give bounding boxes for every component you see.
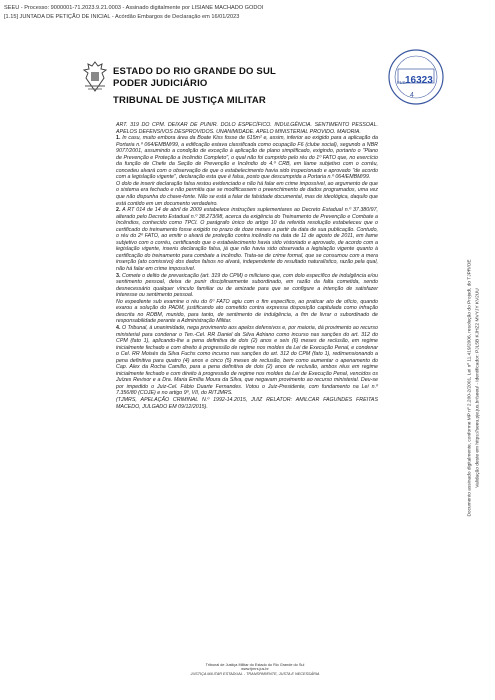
paragraph-2: 2. A RT 014 de 14 de abril de 2009 estabelece instruções suplementares ao Decreto Estadual n.º 37.380/97, alterado pelo Decreto Estadual n.º 38.273/98, acerca da exigência do Treinamento de Prevenção e Combate a Incêndios, conhecido como TPCI. O parágrafo único do artigo 10 da referida resolução estabeleceu que o certificado do treinamento fosse exigido no prazo de doze meses a partir da data de sua publicação. Contudo, o réu do 2º FATO, ao emitir o alvará de proteção contra incêndio na data de 11 de agosto de 2011, em liame subjetivo com o corréu, certificando que o estabelecimento havia sido vistoriado e aprovado, de acordo com a legislação vigente, inseriu declaração falsa, já que não havia sido observada a legislação vigente quanto à certificação do treinamento para combate a incêndio. Trata-se de crime formal, que se consumou com a mera inserção (ato comissivo) dos dados falsos no alvará, independente do resultado naturalístico, razão pela qual, não há falar em crime impossível. (116, 207, 378, 273)
ementa-heading: ART. 319 DO CPM. DEIXAR DE PUNIR. DOLO ESPECÍFICO. INDULGÊNCIA. SENTIMENTO PESSOAL. APELOS DEFENSIVOS DESPROVIDOS. UNANIMIDADE. APELO MINISTERIAL PROVIDO. MAIORIA. (116, 122, 378, 135)
paragraph-3: 3. Comete o delito de prevaricação (art. 319 do CPM) o miliciano que, com dolo específico de indulgência e/ou sentimento pessoal, deixa de punir disciplinarmente subordinado, em razão da falta cometida, sendo desnecessário qualquer vínculo familiar ou de amizade para que se configure a intenção de satisfazer interesse ou sentimento pessoal. (116, 272, 378, 299)
coat-of-arms-icon (80, 60, 110, 94)
stamp-sheet: 4 (410, 92, 414, 99)
footer-motto: JUSTIÇA MILITAR ESTADUAL - TRANSPARENTE, JUSTA E NECESSÁRIA (190, 672, 320, 676)
footer-court-name: Tribunal de Justiça Militar do Estado do Rio Grande do Sul (205, 663, 305, 667)
side-text-3 (482, 108, 490, 668)
paragraph-1b: O dolo de inserir declaração falsa restou evidenciado e não há falar em crime impossível, ao argumento de que o sistema era fechado e não permitia que se modificassem o preenchimento de dados programados, uma vez que não dispunha do chave-fonte. Não se está a falar de falsidade documental, mas de ideológica, daquilo que está contido em um documento verdadeiro. (116, 180, 378, 207)
paragraph-1: 1. In casu, muito embora área da Boate Kiss fosse de 615m² e, assim, inferior ao exigido para a aplicação da Portaria n.º 064/EMBM/99, a edificação estava classificada como ocupação F6 (clube social), segundo a NBR 9077/2001, assumindo a condição de exceção à aplicação de plano simplificado, exigindo, portanto o "Plano de Prevenção e Proteção a Incêndio Completo", o qual não foi cumprido pelo réu do 1º FATO que, no exercício da função de Chefe da Seção de Prevenção e Incêndio do 4.º CRB, em liame subjetivo com o corréu, concedeu alvará com o observação de que o estabelecimento havia sido inspecionado e aprovado "de acordo com a legislação vigente", declaração esta que é falsa, posto que descumprida a Portaria n.º 064/EMBM/99. (116, 135, 378, 181)
paragraph-4: 4. O Tribunal, à unanimidade, nega provimento aos apelos defensivos e, por maioria, dá provimento ao recurso ministerial para condenar o Ten.-Cel. RR Daniel da Silva Adriano como incurso nas sanções do art. 312 do CPM (fato 1), aplicando-lhe a pena definitiva de dois (2) anos e seis (6) meses de reclusão, em regime inicialmente fechado e com direito à progressão de regime nos moldes da Lei de Execução Penal, e condenar o Cel. RR Moisés da Silva Fuchs como incurso nas sanções do art. 312 do CPM (fato 1), redimensionando a pena definitiva para quatro (4) anos e cinco (5) meses de reclusão, bem como aumentar o apenamento do Cap. Alex da Rocha Camillo, para a pena definitiva de dois (2) anos de reclusão, ambos réus em regime inicialmente fechado e com direito à progressão de regime nos moldes da Lei de Execução Penal, vencidos os Juízes Revisor e a Dra. Maria Emília Moura da Silva, que negavam provimento ao recurso ministerial. Deu-se por impedido o Juiz-Cel. Fábio Duarte Fernandes. Votou o Juiz-Presidente, com fundamento na Lei n.º 7.356/80 (COJE) e no artigo 9º, VII, do RITJMRS. (116, 324, 378, 397)
stamp-fls-label: FLS. (397, 80, 407, 85)
citation: (TJMRS, APELAÇÃO CRIMINAL N.º 1992-14.2015, JUIZ RELATOR: AMILCAR FAGUNDES FREITAS MACEDO, JULGADO EM 09/12/2015). (116, 396, 378, 410)
document-header-line-1: SEEU - Processo: 9000001-71.2023.9.21.0003 - Assinado digitalmente por LISIANE MACHADO GODOI (4, 5, 264, 11)
org-state: ESTADO DO RIO GRANDE DO SUL (113, 66, 277, 77)
side-validation-text-2: Validação deste em https://seeu.pje.jus.br/seeu/ - Identificador: PJL5B KJHZ2 MVYJY KV2UU (475, 288, 481, 488)
paragraph-3b: No expediente sub examine o réu do 6º FATO agiu com o fim específico, ao praticar ato de ofício, quando exarou a solução do PADM, justificando ato cometido contra expressa disposição capitulada como infração descrita no RDBM, munido, para tanto, de sentimento de indulgência, a fim de livrar o subordinado de responsabilidade perante a Administração Militar. (116, 298, 378, 325)
document-header-line-2: [1.15] JUNTADA DE PETIÇÃO DE INICIAL - Acórdão Embargos de Declaração em 16/01/2023 (4, 14, 240, 20)
org-branch: PODER JUDICIÁRIO (113, 78, 208, 89)
side-signature-text-1: Documento assinado digitalmente, conforme MP nº 2.200-2/2001, Lei nº 11.419/2006, resolução do Projudi, do TJPR/OE (467, 259, 473, 517)
org-court: TRIBUNAL DE JUSTIÇA MILITAR (113, 95, 266, 106)
stamp-page-number: 16323 (405, 75, 433, 86)
footer-website-link[interactable]: www.tjmrs.jus.br (241, 667, 269, 671)
ruling-body (116, 122, 378, 410)
